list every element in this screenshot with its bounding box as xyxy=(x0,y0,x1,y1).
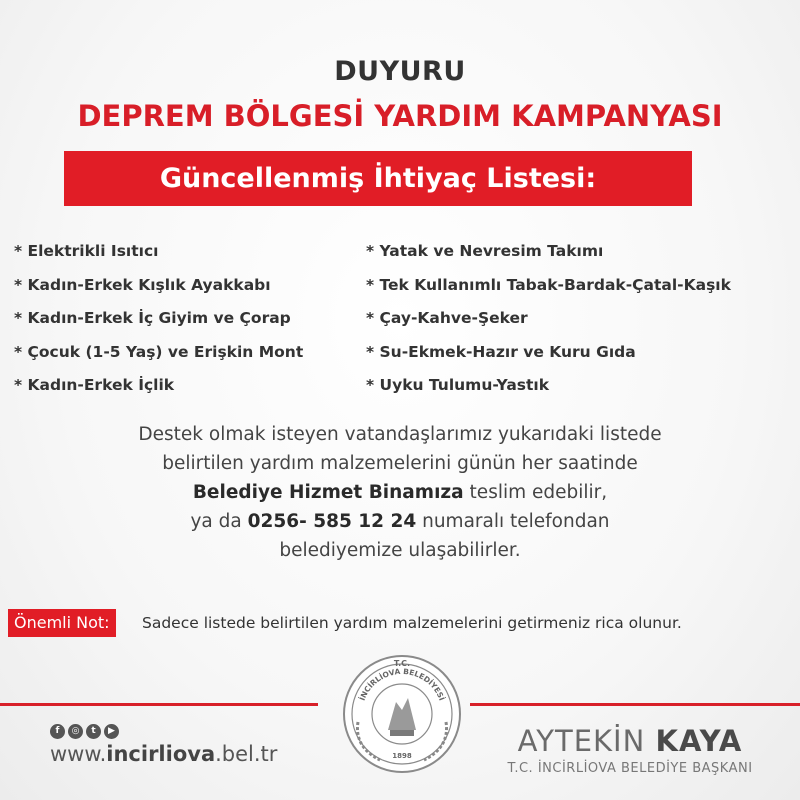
needs-list-banner xyxy=(64,151,692,206)
instructions-line xyxy=(0,478,800,507)
mayor-title: T.C. İNCİRLİOVA BELEDİYE BAŞKANI xyxy=(507,761,753,776)
list-item: * Su-Ekmek-Hazır ve Kuru Gıda xyxy=(366,342,636,361)
list-item: * Kadın-Erkek İçlik xyxy=(14,376,175,394)
announcement-label: DUYURU xyxy=(334,56,466,87)
needs-list-right xyxy=(366,235,796,403)
social-icons xyxy=(50,724,119,739)
seal-ring-path-text: İNCİRLİOVA BELEDİYESİ xyxy=(357,666,447,702)
instagram-icon[interactable]: ◎ xyxy=(68,724,83,739)
needs-list-banner-text: Güncellenmiş İhtiyaç Listesi: xyxy=(159,163,597,194)
building-name: Belediye Hizmet Binamıza xyxy=(192,482,464,503)
instructions-text: ya da xyxy=(190,511,248,532)
seal-tc-text: T.C. xyxy=(393,659,411,668)
facebook-icon[interactable]: f xyxy=(50,724,65,739)
mayor-first-name: AYTEKİN xyxy=(517,724,656,758)
instructions-line xyxy=(0,507,800,536)
instructions-paragraph xyxy=(0,420,800,565)
phone-number: 0256- 585 12 24 xyxy=(247,511,417,532)
website-suffix: .bel.tr xyxy=(215,742,278,766)
municipality-seal xyxy=(340,652,464,776)
list-item: * Elektrikli Isıtıcı xyxy=(14,242,159,260)
footer-divider-right xyxy=(470,703,800,706)
needs-list-left xyxy=(14,235,354,403)
youtube-icon[interactable]: ▶ xyxy=(104,724,119,739)
list-item: * Kadın-Erkek Kışlık Ayakkabı xyxy=(14,275,271,294)
campaign-title: DEPREM BÖLGESİ YARDIM KAMPANYASI xyxy=(77,99,723,133)
mayor-name xyxy=(480,724,780,758)
website-prefix: www. xyxy=(50,742,107,766)
website-domain: incirliova xyxy=(106,742,216,766)
list-item: * Çocuk (1-5 Yaş) ve Erişkin Mont xyxy=(14,342,304,361)
list-item: * Uyku Tulumu-Yastık xyxy=(366,376,550,394)
twitter-icon[interactable]: t xyxy=(86,724,101,739)
seal-year-text: 1898 xyxy=(392,752,412,760)
instructions-text: numaralı telefondan xyxy=(416,511,610,532)
instructions-line: belediyemize ulaşabilirler. xyxy=(279,540,521,561)
website-link[interactable] xyxy=(50,742,277,766)
footer-divider-left xyxy=(0,703,318,706)
list-item: * Kadın-Erkek İç Giyim ve Çorap xyxy=(14,309,291,327)
seal-emblem-icon xyxy=(340,652,464,776)
instructions-line: belirtilen yardım malzemelerini günün her saatinde xyxy=(162,453,638,474)
important-note-text: Sadece listede belirtilen yardım malzemelerini getirmeniz rica olunur. xyxy=(142,614,682,632)
important-note-label: Önemli Not: xyxy=(8,609,116,637)
instructions-text: teslim edebilir, xyxy=(463,482,608,503)
mayor-last-name: KAYA xyxy=(655,724,743,758)
list-item: * Çay-Kahve-Şeker xyxy=(366,309,528,327)
instructions-line: Destek olmak isteyen vatandaşlarımız yukarıdaki listede xyxy=(138,424,662,445)
list-item: * Yatak ve Nevresim Takımı xyxy=(366,242,604,260)
list-item: * Tek Kullanımlı Tabak-Bardak-Çatal-Kaşık xyxy=(366,275,731,294)
